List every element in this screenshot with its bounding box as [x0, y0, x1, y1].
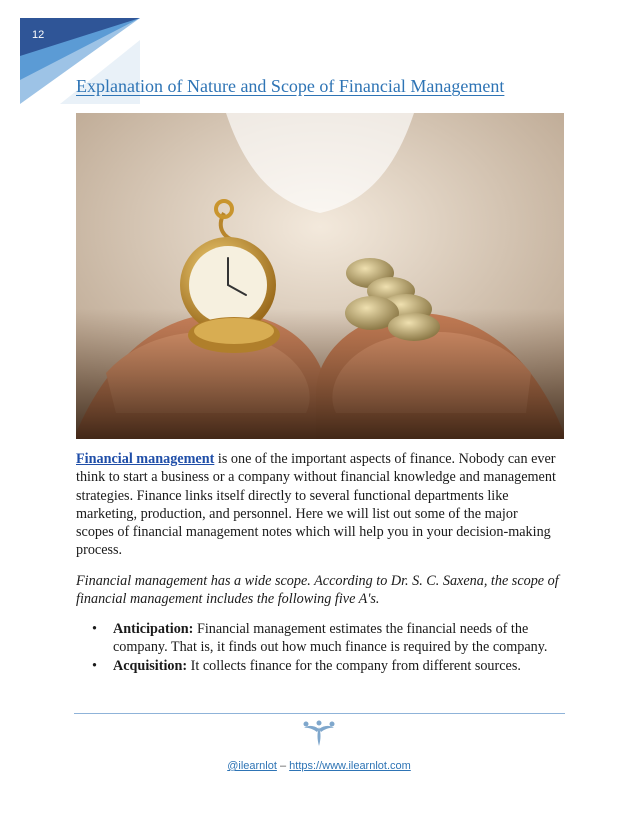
list-item-term: Anticipation: — [113, 621, 194, 637]
scope-paragraph: Financial management has a wide scope. According to Dr. S. C. Saxena, the scope of financial management includes the following five A's. — [76, 573, 559, 608]
list-item-term: Acquisition: — [113, 657, 188, 674]
list-item — [76, 620, 564, 657]
intro-paragraph-text: is one of the important aspects of finance. Nobody can ever think to start a business or a company without financial knowledge and management strategies. Finance links itself directly to several functional departments like marketing, production, and personnel. Here we will list out some of the major scopes of financial management notes which will help you in your decision-making process. — [76, 451, 556, 559]
footer-url-link[interactable]: https://www.ilearnlot.com — [289, 760, 411, 772]
footer-divider — [74, 713, 565, 714]
list-item — [76, 657, 564, 675]
financial-management-link[interactable]: Financial management — [76, 451, 215, 467]
footer — [0, 760, 638, 772]
footer-handle-link[interactable]: @ilearnlot — [227, 760, 277, 772]
five-as-list — [76, 620, 564, 675]
intro-paragraph — [76, 450, 558, 560]
footer-separator: – — [276, 760, 290, 772]
bullet-icon: • — [92, 621, 97, 637]
page-title: Explanation of Nature and Scope of Financial Management — [76, 76, 505, 96]
list-item-text: It collects finance for the company from different sources. — [187, 657, 521, 674]
list-item-text: Financial management estimates the financial needs of the company. That is, it finds out how much finance is required by the company. — [113, 621, 548, 656]
page-number: 12 — [32, 29, 45, 41]
logo-icon — [302, 719, 336, 747]
bullet-icon: • — [92, 657, 97, 674]
hands-clock-coins-photo — [76, 113, 564, 439]
